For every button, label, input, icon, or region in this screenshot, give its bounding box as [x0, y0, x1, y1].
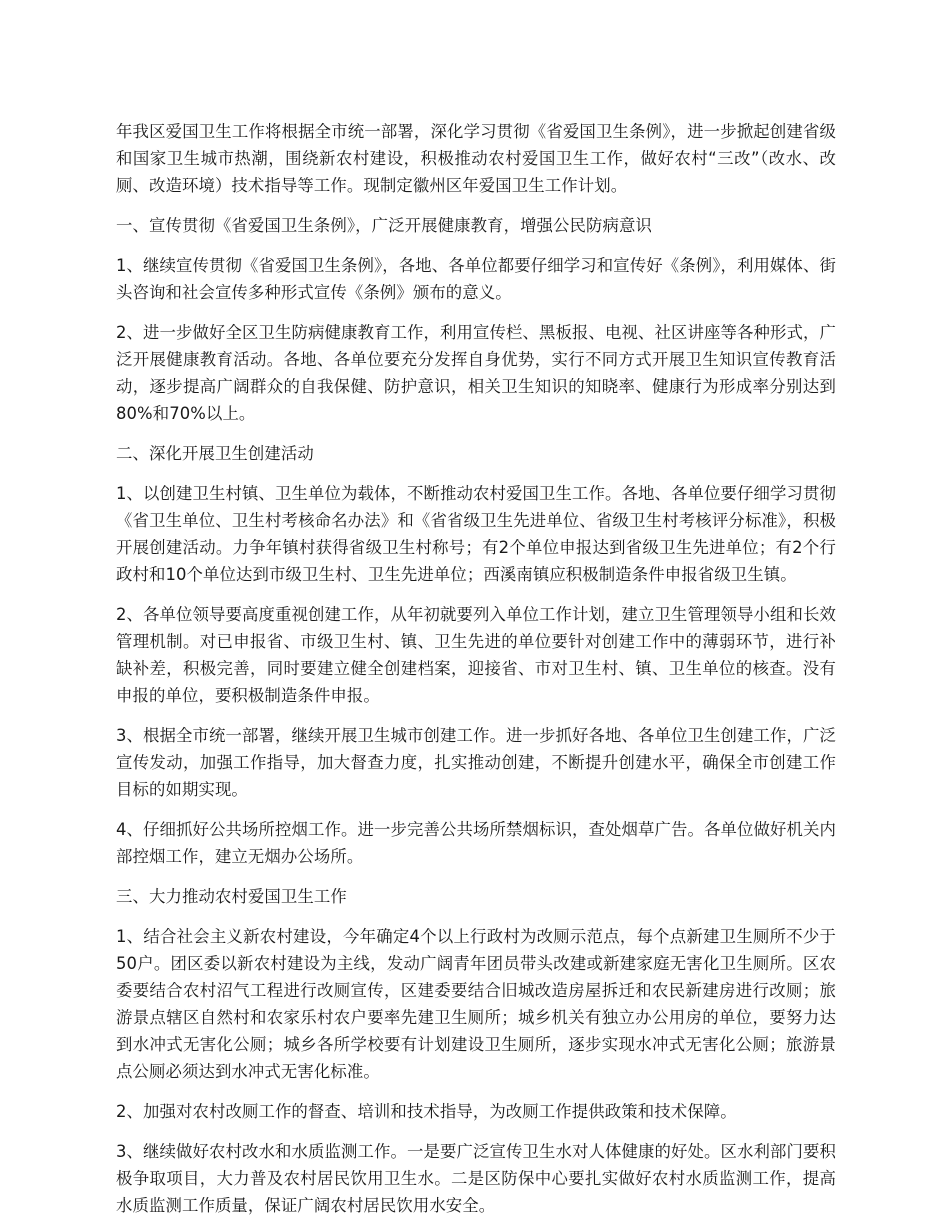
intro-paragraph: 年我区爱国卫生工作将根据全市统一部署，深化学习贯彻《省爱国卫生条例》，进一步掀起创建省级和国家卫生城市热潮，围绕新农村建设，积极推动农村爱国卫生工作，做好农村“三改”（改水、改厕、改造环境）技术指导等工作。现制定徽州区年爱国卫生工作计划。	[116, 122, 836, 195]
body-paragraph: 3、根据全市统一部署，继续开展卫生城市创建工作。进一步抓好各地、各单位卫生创建工作，广泛宣传发动，加强工作指导，加大督查力度，扎实推动创建，不断提升创建水平，确保全市创建工作目标的如期实现。	[116, 726, 836, 799]
body-paragraph: 2、各单位领导要高度重视创建工作，从年初就要列入单位工作计划，建立卫生管理领导小组和长效管理机制。对已申报省、市级卫生村、镇、卫生先进的单位要针对创建工作中的薄弱环节，进行补缺补差，积极完善，同时要建立健全创建档案，迎接省、市对卫生村、镇、卫生单位的核查。没有申报的单位，要积极制造条件申报。	[116, 605, 836, 705]
body-paragraph: 2、进一步做好全区卫生防病健康教育工作，利用宣传栏、黑板报、电视、社区讲座等各种形式，广泛开展健康教育活动。各地、各单位要充分发挥自身优势，实行不同方式开展卫生知识宣传教育活动，逐步提高广阔群众的自我保健、防护意识，相关卫生知识的知晓率、健康行为形成率分别达到80%和70%以上。	[116, 323, 836, 423]
body-paragraph: 1、以创建卫生村镇、卫生单位为载体，不断推动农村爱国卫生工作。各地、各单位要仔细学习贯彻《省卫生单位、卫生村考核命名办法》和《省省级卫生先进单位、省级卫生村考核评分标准》，积极开展创建活动。力争年镇村获得省级卫生村称号；有2个单位申报达到省级卫生先进单位；有2个行政村和10个单位达到市级卫生村、卫生先进单位；西溪南镇应积极制造条件申报省级卫生镇。	[116, 484, 836, 584]
body-paragraph: 1、结合社会主义新农村建设，今年确定4个以上行政村为改厕示范点，每个点新建卫生厕所不少于50户。团区委以新农村建设为主线，发动广阔青年团员带头改建或新建家庭无害化卫生厕所。区农委要结合农村沼气工程进行改厕宣传，区建委要结合旧城改造房屋拆迁和农民新建房进行改厕；旅游景点辖区自然村和农家乐村农户要率先建卫生厕所；城乡机关有独立办公用房的单位，要努力达到水冲式无害化公厕；城乡各所学校要有计划建设卫生厕所，逐步实现水冲式无害化公厕；旅游景点公厕必须达到水冲式无害化标准。	[116, 927, 836, 1081]
section-heading-3: 三、大力推动农村爱国卫生工作	[116, 887, 347, 906]
body-paragraph: 2、加强对农村改厕工作的督查、培训和技术指导，为改厕工作提供政策和技术保障。	[116, 1102, 737, 1121]
section-heading-2: 二、深化开展卫生创建活动	[116, 444, 314, 463]
body-paragraph: 3、继续做好农村改水和水质监测工作。一是要广泛宣传卫生水对人体健康的好处。区水利部门要积极争取项目，大力普及农村居民饮用卫生水。二是区防保中心要扎实做好农村水质监测工作，提高水质监测工作质量，保证广阔农村居民饮用水安全。	[116, 1142, 836, 1215]
body-paragraph: 1、继续宣传贯彻《省爱国卫生条例》，各地、各单位都要仔细学习和宣传好《条例》，利用媒体、街头咨询和社会宣传多种形式宣传《条例》颁布的意义。	[116, 256, 836, 302]
section-heading-1: 一、宣传贯彻《省爱国卫生条例》，广泛开展健康教育，增强公民防病意识	[116, 216, 652, 235]
document-body	[116, 118, 836, 1232]
body-paragraph: 4、仔细抓好公共场所控烟工作。进一步完善公共场所禁烟标识，查处烟草广告。各单位做好机关内部控烟工作，建立无烟办公场所。	[116, 820, 836, 866]
